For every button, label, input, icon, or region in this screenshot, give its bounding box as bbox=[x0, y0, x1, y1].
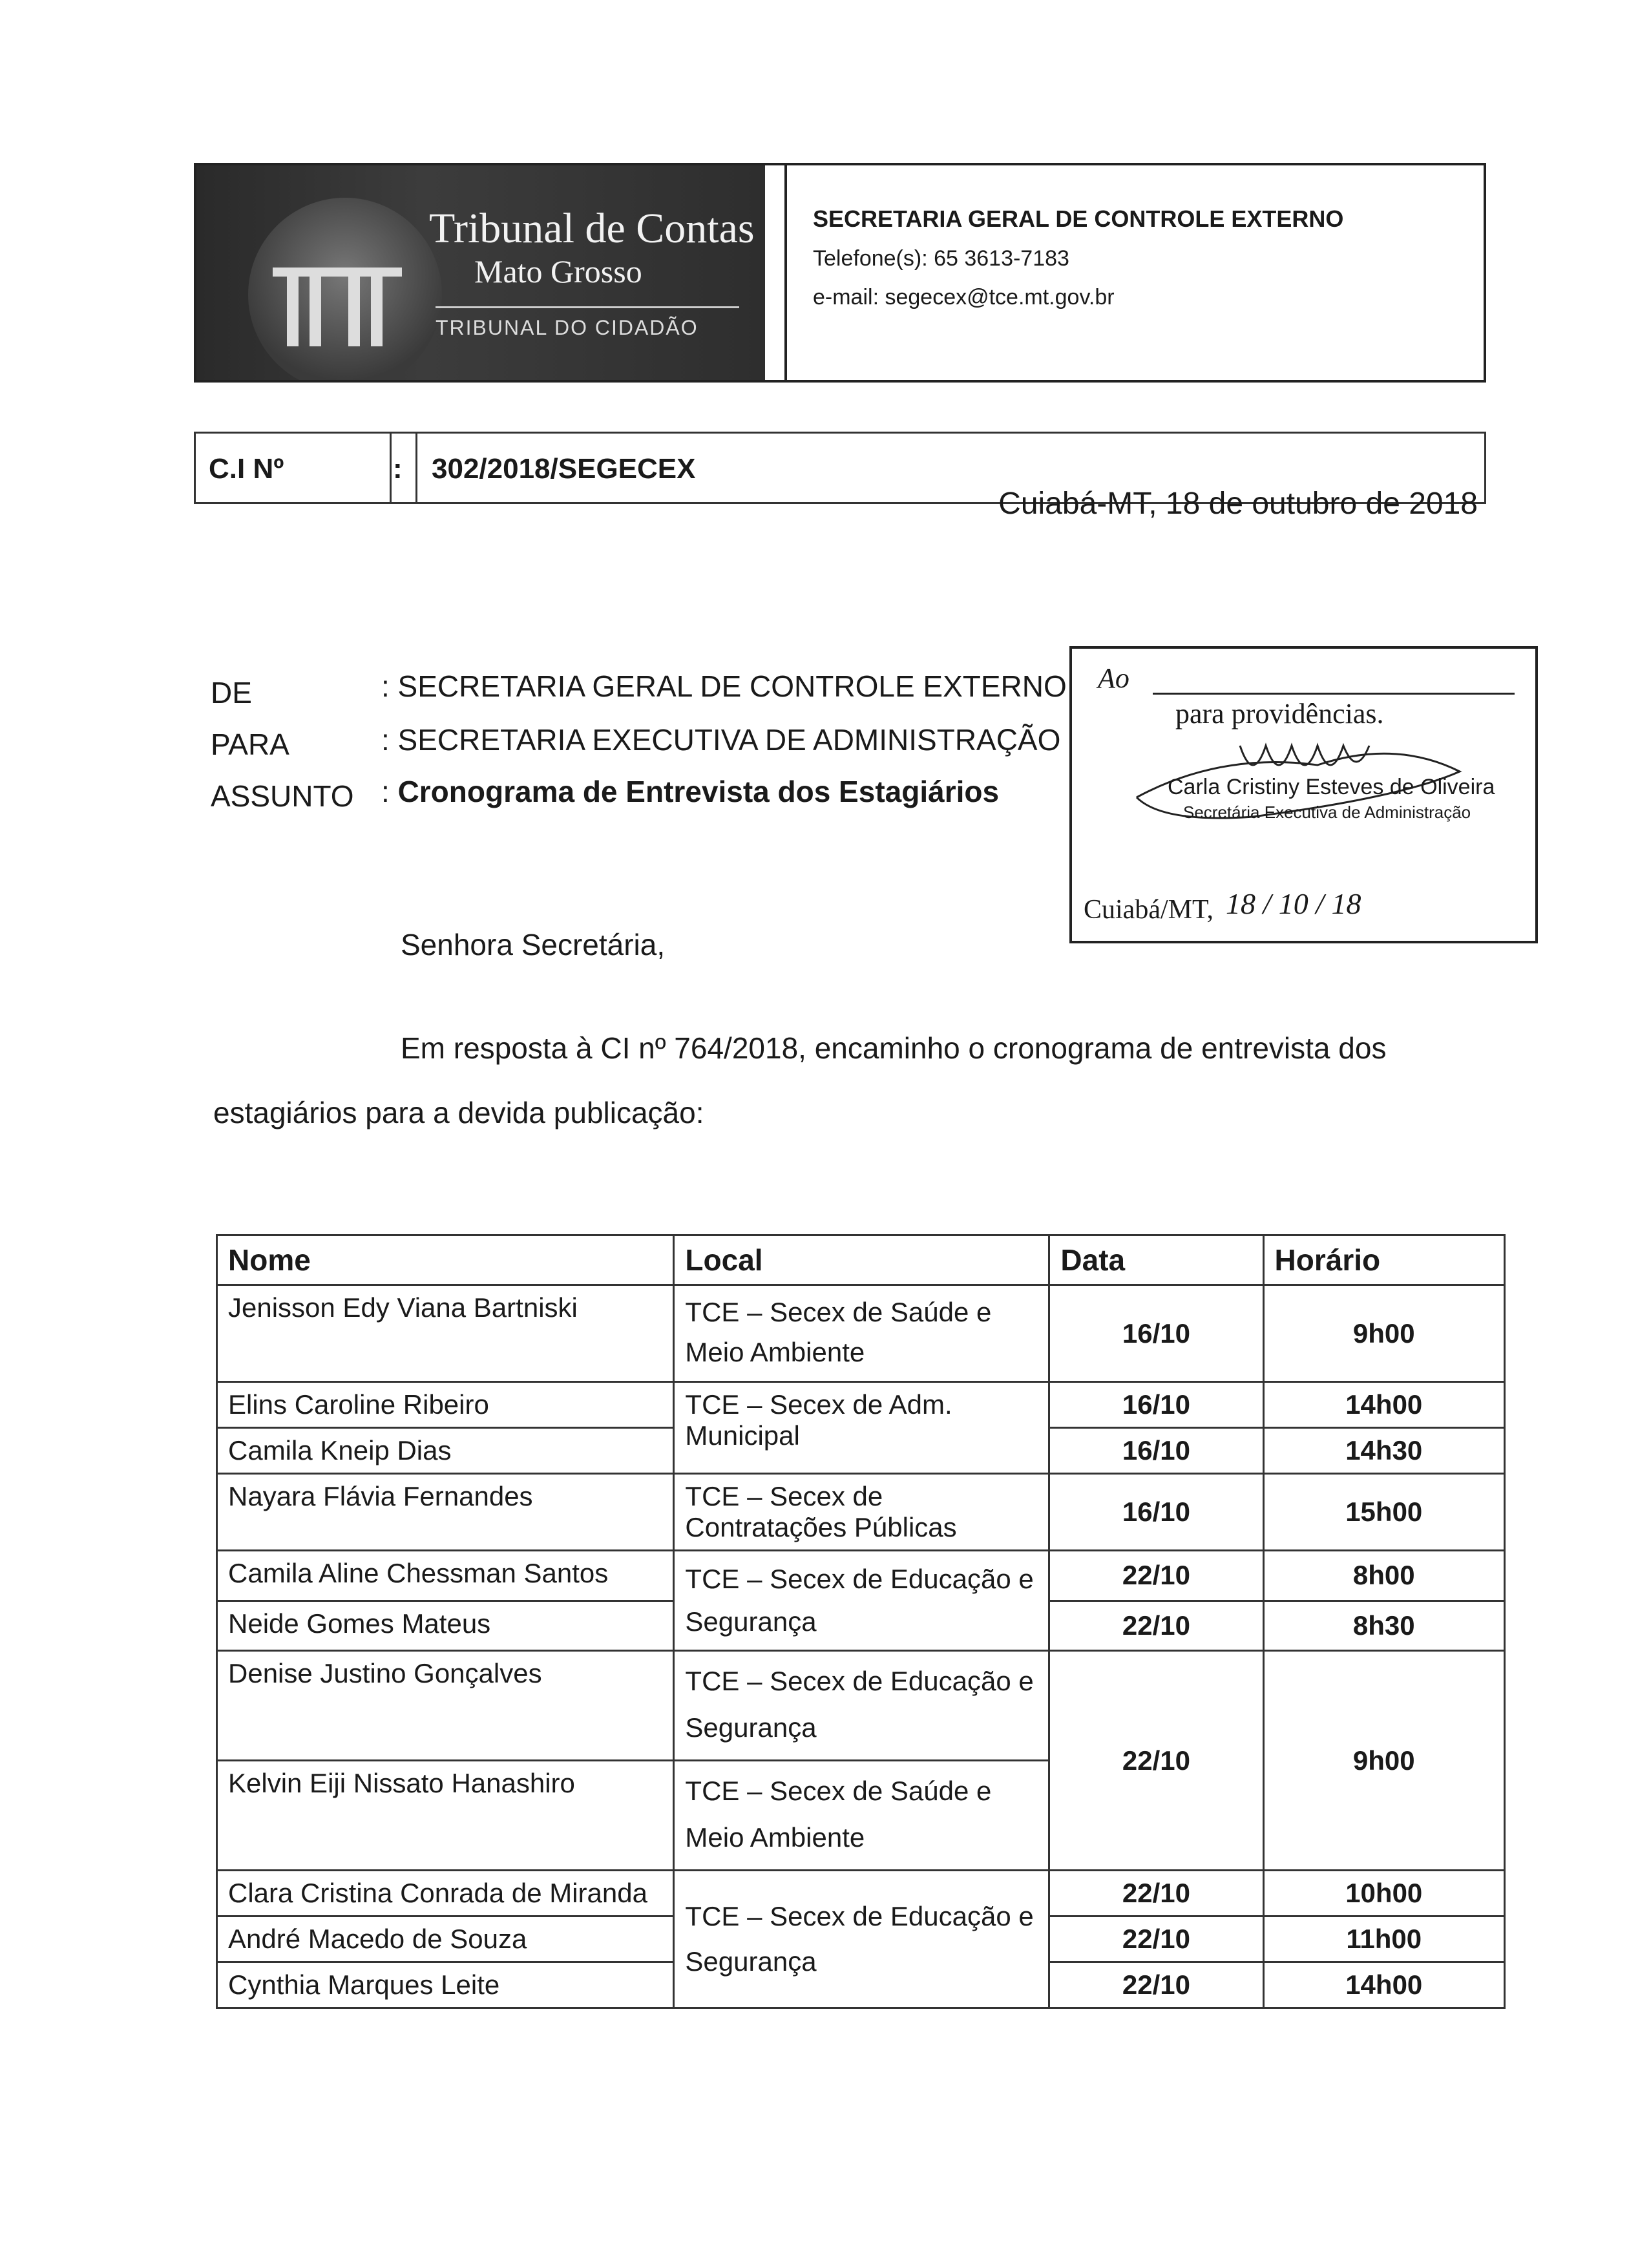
cell-nome: Elins Caroline Ribeiro bbox=[217, 1382, 674, 1428]
cell-horario: 14h30 bbox=[1263, 1428, 1504, 1474]
cell-nome: Camila Aline Chessman Santos bbox=[217, 1551, 674, 1601]
letterhead-contact bbox=[784, 165, 1482, 380]
cell-data: 16/10 bbox=[1049, 1428, 1263, 1474]
cell-data: 22/10 bbox=[1049, 1601, 1263, 1651]
cell-horario: 14h00 bbox=[1263, 1382, 1504, 1428]
cell-data: 16/10 bbox=[1049, 1285, 1263, 1382]
cell-horario: 9h00 bbox=[1263, 1651, 1504, 1871]
stamp-date: 18 / 10 / 18 bbox=[1226, 887, 1361, 920]
assunto-label: ASSUNTO bbox=[211, 779, 354, 813]
cell-horario: 8h30 bbox=[1263, 1601, 1504, 1651]
cell-local: TCE – Secex de Adm. Municipal bbox=[674, 1382, 1049, 1474]
para-label: PARA bbox=[211, 728, 289, 761]
table-header-row bbox=[217, 1235, 1505, 1285]
logo-subtitle: Mato Grosso bbox=[474, 253, 642, 289]
cell-nome: Neide Gomes Mateus bbox=[217, 1601, 674, 1651]
de-value: : SECRETARIA GERAL DE CONTROLE EXTERNO bbox=[381, 669, 1067, 703]
cell-local: TCE – Secex de Educação e Segurança bbox=[674, 1551, 1049, 1651]
document-date: Cuiabá-MT, 18 de outubro de 2018 bbox=[998, 487, 1478, 521]
cell-nome: André Macedo de Souza bbox=[217, 1916, 674, 1962]
cell-local: TCE – Secex de Contratações Públicas bbox=[674, 1474, 1049, 1551]
cell-nome: Jenisson Edy Viana Bartniski bbox=[217, 1285, 674, 1382]
table-row bbox=[217, 1651, 1505, 1761]
cell-horario: 11h00 bbox=[1263, 1916, 1504, 1962]
col-nome: Nome bbox=[217, 1235, 674, 1285]
ci-label: C.I Nº bbox=[209, 453, 284, 485]
cell-nome: Clara Cristina Conrada de Miranda bbox=[217, 1871, 674, 1916]
cell-nome: Denise Justino Gonçalves bbox=[217, 1651, 674, 1761]
tce-logo bbox=[196, 165, 765, 380]
cell-horario: 15h00 bbox=[1263, 1474, 1504, 1551]
salutation: Senhora Secretária, bbox=[401, 928, 666, 961]
table-row bbox=[217, 1551, 1505, 1601]
body-paragraph-2: estagiários para a devida publicação: bbox=[213, 1096, 704, 1129]
cell-horario: 10h00 bbox=[1263, 1871, 1504, 1916]
cell-nome: Nayara Flávia Fernandes bbox=[217, 1474, 674, 1551]
table-row bbox=[217, 1285, 1505, 1382]
cell-horario: 8h00 bbox=[1263, 1551, 1504, 1601]
assunto-colon: : bbox=[381, 775, 398, 808]
org-phone: Telefone(s): 65 3613-7183 bbox=[813, 246, 1069, 271]
ci-number: 302/2018/SEGECEX bbox=[432, 453, 696, 485]
org-name: SECRETARIA GERAL DE CONTROLE EXTERNO bbox=[813, 205, 1344, 232]
cell-nome: Kelvin Eiji Nissato Hanashiro bbox=[217, 1761, 674, 1871]
stamp-name: Carla Cristiny Esteves de Oliveira bbox=[1168, 775, 1495, 799]
interview-schedule-table bbox=[216, 1234, 1506, 2009]
cell-data: 22/10 bbox=[1049, 1551, 1263, 1601]
stamp-role: Secretária Executiva de Administração bbox=[1183, 803, 1471, 822]
de-label: DE bbox=[211, 676, 252, 709]
org-email: e-mail: segecex@tce.mt.gov.br bbox=[813, 285, 1115, 310]
letterhead bbox=[194, 163, 1486, 383]
col-horario: Horário bbox=[1263, 1235, 1504, 1285]
cell-data: 22/10 bbox=[1049, 1916, 1263, 1962]
cell-local: TCE – Secex de Educação e Segurança bbox=[674, 1871, 1049, 2008]
stamp-place: Cuiabá/MT, bbox=[1084, 895, 1214, 925]
col-data: Data bbox=[1049, 1235, 1263, 1285]
stamp-ao: Ao bbox=[1098, 662, 1129, 694]
logo-tagline: TRIBUNAL DO CIDADÃO bbox=[436, 306, 739, 340]
cell-data: 16/10 bbox=[1049, 1382, 1263, 1428]
cell-data: 22/10 bbox=[1049, 1651, 1263, 1871]
cell-horario: 14h00 bbox=[1263, 1962, 1504, 2008]
logo-title: Tribunal de Contas bbox=[429, 205, 755, 252]
cell-local: TCE – Secex de Saúde e Meio Ambiente bbox=[674, 1761, 1049, 1871]
despacho-stamp bbox=[1069, 646, 1538, 943]
cell-data: 22/10 bbox=[1049, 1871, 1263, 1916]
cell-nome: Cynthia Marques Leite bbox=[217, 1962, 674, 2008]
cell-local: TCE – Secex de Saúde e Meio Ambiente bbox=[674, 1285, 1049, 1382]
body-paragraph-1: Em resposta à CI nº 764/2018, encaminho o cronograma de entrevista dos bbox=[401, 1031, 1387, 1065]
cell-local: TCE – Secex de Educação e Segurança bbox=[674, 1651, 1049, 1761]
para-value: : SECRETARIA EXECUTIVA DE ADMINISTRAÇÃO bbox=[381, 723, 1061, 757]
cell-nome: Camila Kneip Dias bbox=[217, 1428, 674, 1474]
table-row bbox=[217, 1382, 1505, 1428]
table-row bbox=[217, 1871, 1505, 1916]
table-row bbox=[217, 1474, 1505, 1551]
cell-data: 16/10 bbox=[1049, 1474, 1263, 1551]
cell-horario: 9h00 bbox=[1263, 1285, 1504, 1382]
stamp-providencias: para providências. bbox=[1175, 698, 1384, 730]
cell-data: 22/10 bbox=[1049, 1962, 1263, 2008]
col-local: Local bbox=[674, 1235, 1049, 1285]
assunto-value: Cronograma de Entrevista dos Estagiários bbox=[397, 775, 1000, 808]
ci-colon: : bbox=[393, 453, 403, 485]
